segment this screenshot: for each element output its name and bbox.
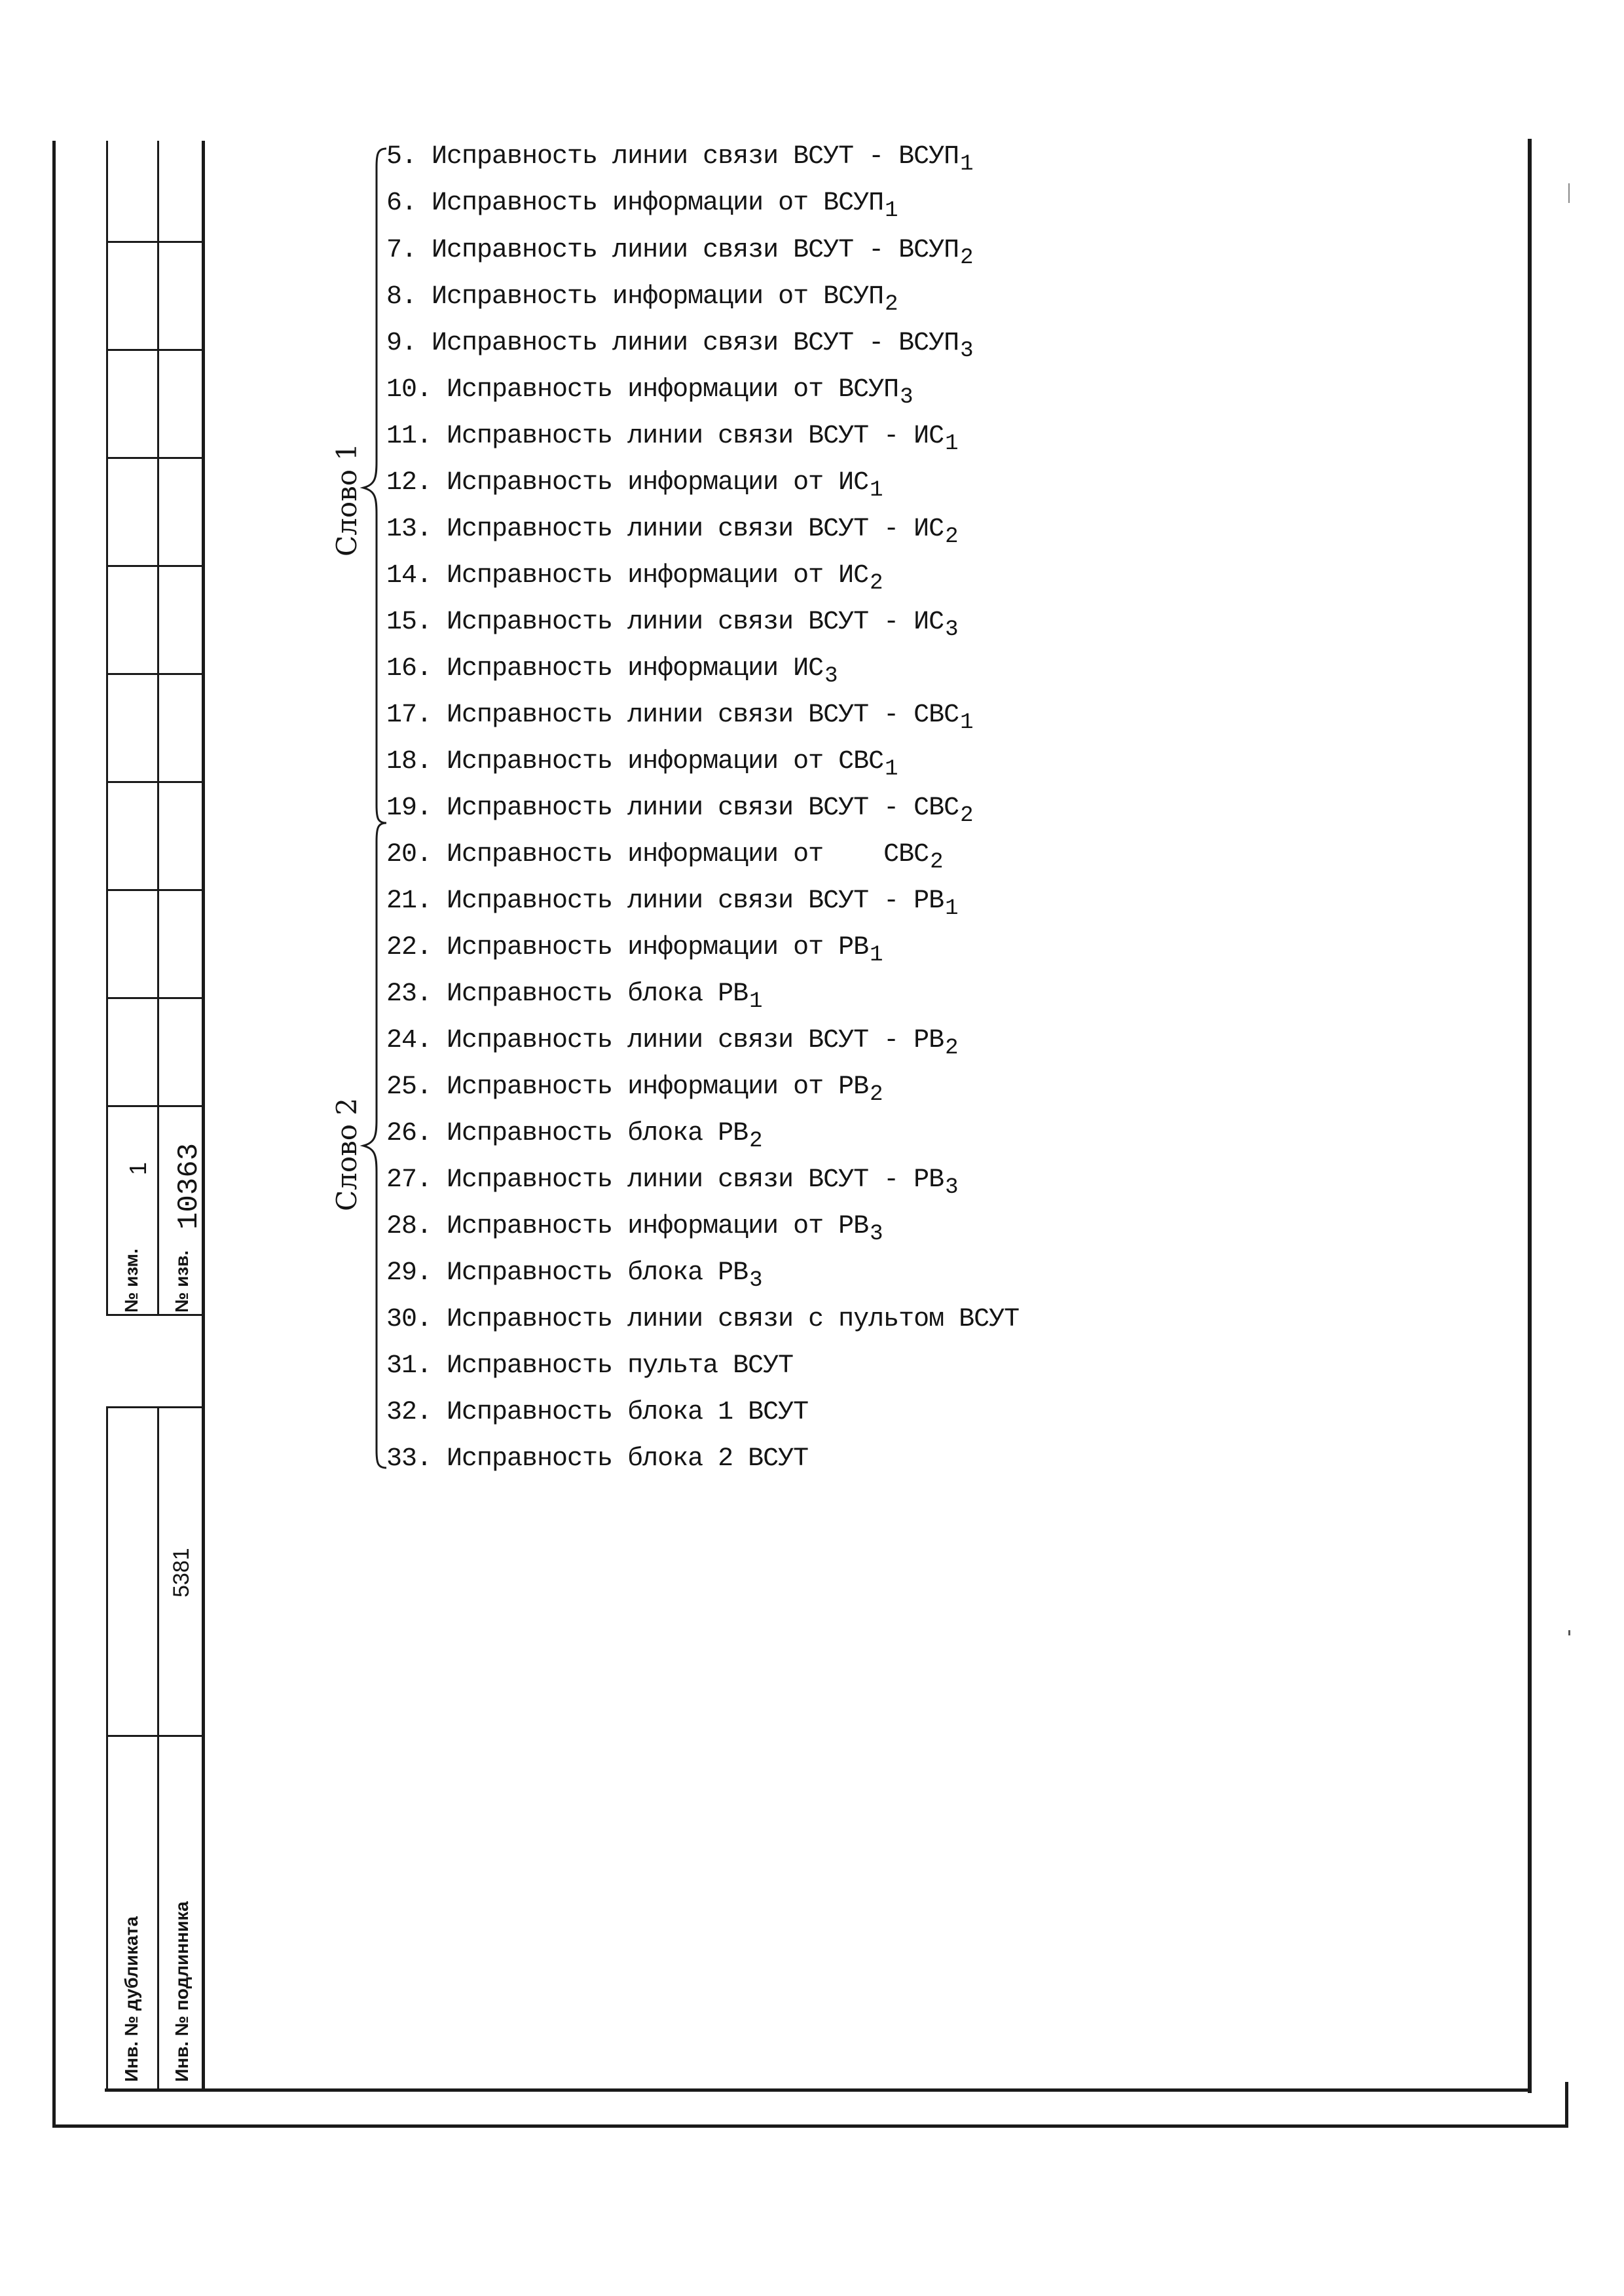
word-1-brace [357, 147, 390, 825]
list-item: 8. Исправность информации от $ВСУП_2$ [386, 282, 898, 317]
doc-change-value: 10363 [173, 1142, 206, 1230]
list-item: 18. Исправность информации от $СВС_1$ [386, 747, 898, 782]
list-item: 19. Исправность линии связи ВСУТ - $СВС_2$ [386, 793, 973, 828]
stamp-row [106, 349, 203, 351]
stamp-row [106, 781, 203, 783]
word-2-label: Слово 2 [331, 1097, 363, 1211]
list-item: 28. Исправность информации от $РВ_3$ [386, 1212, 883, 1247]
scan-mark [1568, 1630, 1570, 1635]
stamp-row [106, 889, 203, 891]
stamp-row [106, 673, 203, 675]
scan-mark [1568, 183, 1570, 203]
stamp-row [106, 1735, 203, 1737]
list-item: 15. Исправность линии связи ВСУТ - $ИС_3$ [386, 608, 958, 642]
list-item: 21. Исправность линии связи ВСУТ - $РВ_1$ [386, 886, 958, 921]
word-2-brace [357, 822, 390, 1470]
stamp-col-1 [106, 141, 108, 1316]
original-inv-label: Инв. № подлинника [172, 1901, 192, 2082]
word-1-label: Слово 1 [331, 443, 363, 556]
change-no-value: 1 [124, 1161, 151, 1175]
stamp-row [106, 565, 203, 567]
original-inv-value: 5381 [169, 1548, 194, 1597]
change-no-label: № изм. [121, 1248, 141, 1313]
list-item: 32. Исправность блока 1 ВСУТ [386, 1398, 809, 1427]
list-item: 26. Исправность блока $РВ_2$ [386, 1119, 762, 1154]
list-item: 13. Исправность линии связи ВСУТ - $ИС_2$ [386, 515, 958, 549]
frame-inner-left [202, 141, 205, 2088]
frame-bottom-outer [52, 2124, 1568, 2128]
list-item: 30. Исправность линии связи с пультом ВСУТ [386, 1305, 1020, 1334]
list-item: 9. Исправность линии связи ВСУТ - $ВСУП_3$ [386, 329, 973, 363]
stamp-col-1b [106, 1408, 108, 2092]
list-item: 23. Исправность блока $РВ_1$ [386, 979, 762, 1014]
frame-inner-bottom [105, 2088, 1531, 2092]
list-item: 24. Исправность линии связи ВСУТ - $РВ_2$ [386, 1026, 958, 1061]
stamp-row [106, 1105, 203, 1107]
list-item: 29. Исправность блока $РВ_3$ [386, 1258, 762, 1293]
stamp-row [106, 241, 203, 243]
list-item: 6. Исправность информации от $ВСУП_1$ [386, 189, 898, 223]
list-item: 14. Исправность информации от $ИС_2$ [386, 561, 883, 596]
frame-right-outer [1565, 2082, 1568, 2128]
stamp-col-2 [157, 141, 159, 1316]
stamp-row [106, 997, 203, 999]
duplicate-inv-label: Инв. № дубликата [121, 1916, 141, 2082]
doc-change-label: № изв. [172, 1250, 192, 1313]
list-item: 20. Исправность информации от $СВС_2$ [386, 840, 943, 875]
list-item: 5. Исправность линии связи ВСУТ - $ВСУП_1$ [386, 142, 973, 177]
list-item: 17. Исправность линии связи ВСУТ - $СВС_1$ [386, 701, 973, 735]
stamp-row [106, 457, 203, 459]
list-item: 7. Исправность линии связи ВСУТ - $ВСУП_2$ [386, 236, 973, 270]
stamp-col-2b [157, 1408, 159, 2092]
list-item: 25. Исправность информации от $РВ_2$ [386, 1072, 883, 1107]
list-item: 10. Исправность информации от $ВСУП_3$ [386, 375, 913, 410]
list-item: 12. Исправность информации от $ИС_1$ [386, 468, 883, 503]
frame-inner-right [1528, 139, 1532, 2093]
list-item: 11. Исправность линии связи ВСУТ - $ИС_1$ [386, 422, 958, 456]
list-item: 16. Исправность информации $ИС_3$ [386, 654, 838, 689]
list-item: 27. Исправность линии связи ВСУТ - $РВ_3$ [386, 1165, 958, 1200]
frame-left [52, 141, 56, 2128]
list-item: 33. Исправность блока 2 ВСУТ [386, 1444, 809, 1474]
list-item: 31. Исправность пульта ВСУТ [386, 1351, 794, 1381]
list-item: 22. Исправность информации от $РВ_1$ [386, 933, 883, 968]
stamp-row [106, 1406, 203, 1408]
stamp-row [106, 1314, 203, 1316]
